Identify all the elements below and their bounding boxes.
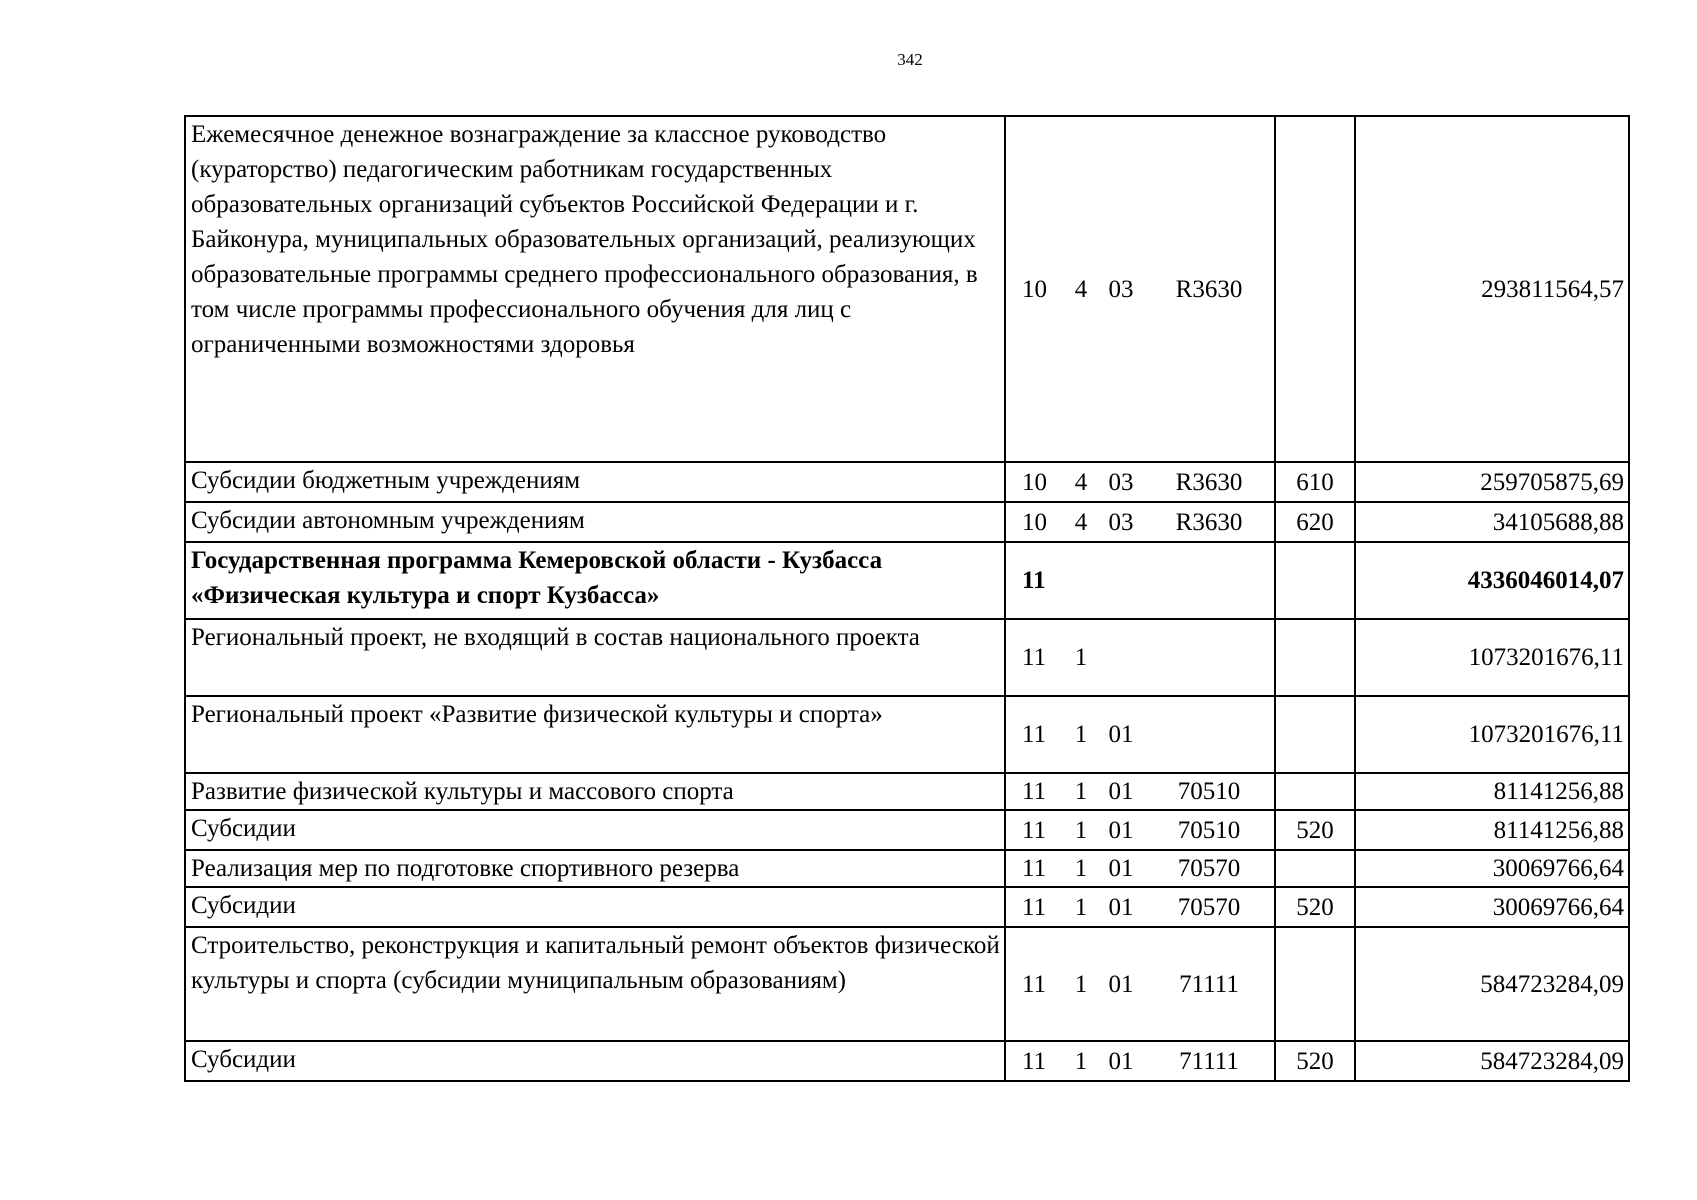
table-row xyxy=(185,850,1629,887)
row-name: Субсидии xyxy=(185,887,1005,927)
table-row xyxy=(185,887,1629,927)
program-code: 10 xyxy=(1022,275,1047,303)
row-name: Субсидии xyxy=(185,810,1005,850)
expense-type-code xyxy=(1275,696,1355,773)
row-name: Региональный проект, не входящий в состав национального проекта xyxy=(185,619,1005,696)
table-row xyxy=(185,1041,1629,1081)
table-row xyxy=(185,927,1629,1041)
program-code: 11 xyxy=(1022,778,1047,805)
expense-direction-code: 70570 xyxy=(1177,855,1241,882)
event-code: 01 xyxy=(1108,816,1134,844)
table-row xyxy=(185,462,1629,502)
expense-type-code: 520 xyxy=(1275,887,1355,927)
row-codes xyxy=(1005,696,1275,773)
table-row xyxy=(185,116,1629,462)
subprogram-code: 1 xyxy=(1074,778,1088,805)
subprogram-code: 4 xyxy=(1074,508,1088,536)
row-codes xyxy=(1005,1041,1275,1081)
program-code: 11 xyxy=(1022,644,1047,671)
row-codes xyxy=(1005,619,1275,696)
row-name: Региональный проект «Развитие физической культуры и спорта» xyxy=(185,696,1005,773)
amount: 30069766,64 xyxy=(1355,887,1629,927)
program-code: 11 xyxy=(1022,816,1047,844)
row-codes xyxy=(1005,116,1275,462)
subprogram-code: 1 xyxy=(1074,721,1088,748)
expense-direction-code: 71111 xyxy=(1179,1047,1239,1075)
row-name: Субсидии автономным учреждениям xyxy=(185,502,1005,542)
expense-type-code xyxy=(1275,542,1355,619)
subprogram-code: 1 xyxy=(1074,816,1088,844)
row-codes xyxy=(1005,927,1275,1041)
program-code: 11 xyxy=(1022,1047,1047,1075)
expense-direction-code: R3630 xyxy=(1175,275,1243,303)
event-code: 03 xyxy=(1108,508,1134,536)
event-code: 03 xyxy=(1108,275,1134,303)
row-name: Реализация мер по подготовке спортивного резерва xyxy=(185,850,1005,887)
expense-type-code xyxy=(1275,850,1355,887)
program-code: 11 xyxy=(1022,721,1047,748)
row-codes xyxy=(1005,773,1275,810)
expense-type-code: 620 xyxy=(1275,502,1355,542)
amount: 34105688,88 xyxy=(1355,502,1629,542)
program-code: 11 xyxy=(1022,567,1046,594)
event-code: 01 xyxy=(1108,778,1134,805)
subprogram-code: 1 xyxy=(1074,893,1088,921)
page-number: 342 xyxy=(897,50,923,69)
row-name: Ежемесячное денежное вознаграждение за классное руководство (кураторство) педагогическим работникам государственных образовательных организаций субъектов Российской Федерации и г. Байконура, муниципальных образовательных организаций, реализующих образовательные программы среднего профессионального образования, в том числе программы профессионального обучения для лиц с ограниченными возможностями здоровья xyxy=(185,116,1005,462)
expense-direction-code: 70510 xyxy=(1177,816,1241,844)
event-code: 01 xyxy=(1108,1047,1134,1075)
expense-direction-code: 71111 xyxy=(1179,970,1239,998)
amount: 259705875,69 xyxy=(1355,462,1629,502)
table-row xyxy=(185,810,1629,850)
subprogram-code: 1 xyxy=(1074,855,1088,882)
expense-type-code: 520 xyxy=(1275,810,1355,850)
table-row xyxy=(185,773,1629,810)
table-row xyxy=(185,502,1629,542)
expense-direction-code: R3630 xyxy=(1175,508,1243,536)
amount: 293811564,57 xyxy=(1355,116,1629,462)
row-name: Государственная программа Кемеровской области - Кузбасса «Физическая культура и спорт Кузбасса» xyxy=(185,542,1005,619)
row-codes xyxy=(1005,542,1275,619)
table-row xyxy=(185,542,1629,619)
subprogram-code: 4 xyxy=(1074,468,1088,496)
row-codes xyxy=(1005,502,1275,542)
row-name: Субсидии xyxy=(185,1041,1005,1081)
event-code: 01 xyxy=(1108,970,1134,998)
event-code: 01 xyxy=(1108,721,1134,748)
budget-table xyxy=(184,115,1630,1082)
program-code: 10 xyxy=(1022,468,1047,496)
table-row xyxy=(185,696,1629,773)
event-code: 03 xyxy=(1108,468,1134,496)
subprogram-code: 1 xyxy=(1074,1047,1088,1075)
row-name: Строительство, реконструкция и капитальный ремонт объектов физической культуры и спорта (субсидии муниципальным образованиям) xyxy=(185,927,1005,1041)
amount: 4336046014,07 xyxy=(1355,542,1629,619)
event-code: 01 xyxy=(1108,855,1134,882)
subprogram-code: 1 xyxy=(1074,644,1088,671)
row-codes xyxy=(1005,462,1275,502)
amount: 81141256,88 xyxy=(1355,810,1629,850)
row-codes xyxy=(1005,810,1275,850)
program-code: 11 xyxy=(1022,970,1047,998)
amount: 1073201676,11 xyxy=(1355,619,1629,696)
row-name: Субсидии бюджетным учреждениям xyxy=(185,462,1005,502)
expense-type-code: 520 xyxy=(1275,1041,1355,1081)
amount: 81141256,88 xyxy=(1355,773,1629,810)
program-code: 10 xyxy=(1022,508,1047,536)
subprogram-code: 4 xyxy=(1074,275,1088,303)
row-codes xyxy=(1005,887,1275,927)
expense-direction-code: R3630 xyxy=(1175,468,1243,496)
amount: 584723284,09 xyxy=(1355,927,1629,1041)
expense-direction-code: 70570 xyxy=(1177,893,1241,921)
expense-type-code xyxy=(1275,927,1355,1041)
row-codes xyxy=(1005,850,1275,887)
program-code: 11 xyxy=(1022,893,1047,921)
amount: 30069766,64 xyxy=(1355,850,1629,887)
expense-direction-code: 70510 xyxy=(1177,778,1241,805)
amount: 584723284,09 xyxy=(1355,1041,1629,1081)
expense-type-code: 610 xyxy=(1275,462,1355,502)
amount: 1073201676,11 xyxy=(1355,696,1629,773)
table-row xyxy=(185,619,1629,696)
row-name: Развитие физической культуры и массового спорта xyxy=(185,773,1005,810)
event-code: 01 xyxy=(1108,893,1134,921)
expense-type-code xyxy=(1275,116,1355,462)
expense-type-code xyxy=(1275,619,1355,696)
expense-type-code xyxy=(1275,773,1355,810)
subprogram-code: 1 xyxy=(1074,970,1088,998)
program-code: 11 xyxy=(1022,855,1047,882)
